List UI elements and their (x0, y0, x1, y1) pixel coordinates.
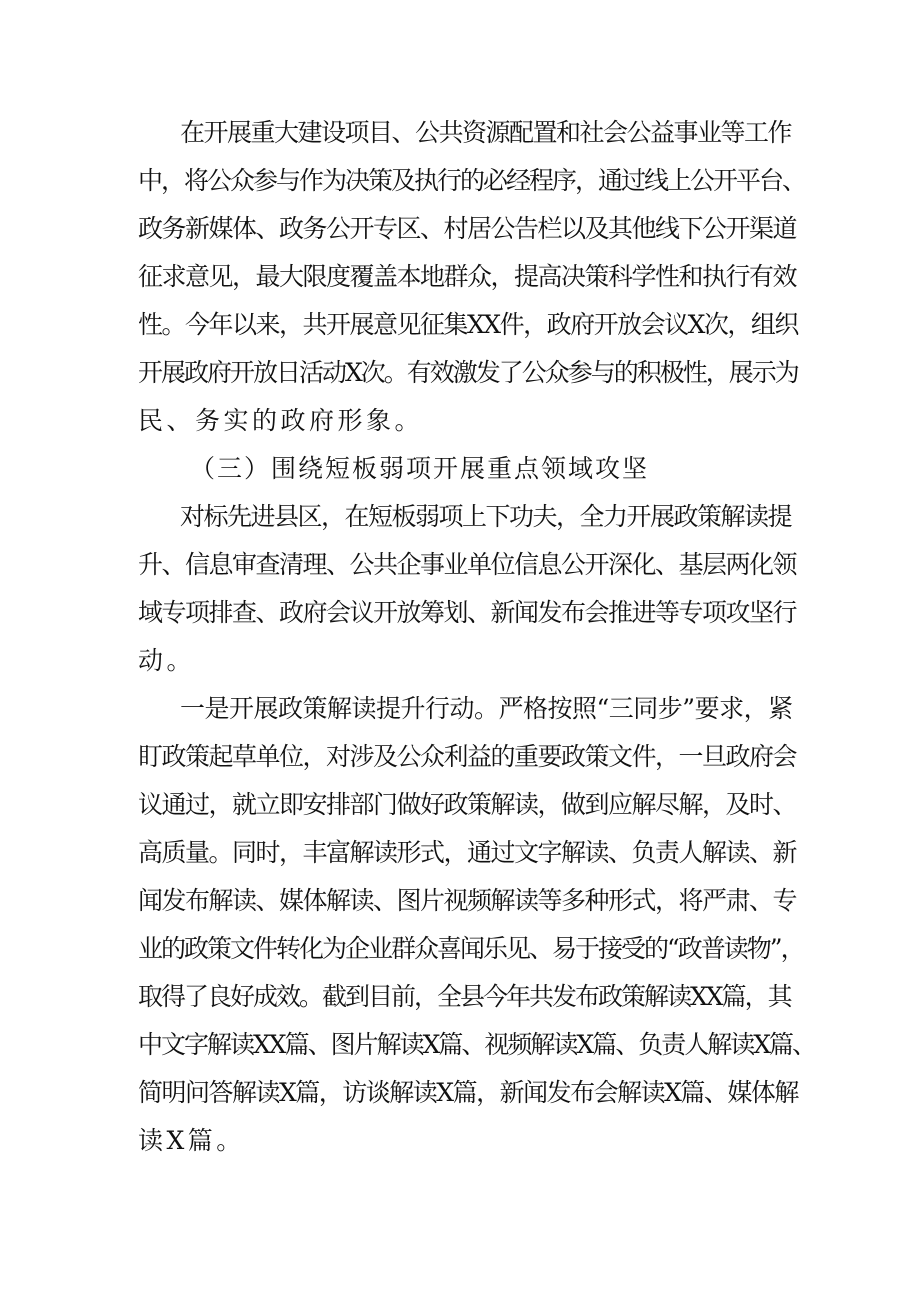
text-line: 闻发布解读、媒体解读、图片视频解读等多种形式，将严肃、专 (138, 886, 797, 915)
text-line: 征求意见，最大限度覆盖本地群众，提高决策科学性和执行有效 (138, 262, 797, 291)
text-line: 取得了良好成效。截到目前，全县今年共发布政策解读XX篇，其 (138, 982, 791, 1011)
text-line: 民、务实的政府形象。 (138, 406, 424, 435)
text-line: 一是开展政策解读提升行动。严格按照“三同步”要求，紧 (180, 694, 793, 723)
text-line: 政务新媒体、政务公开专区、村居公告栏以及其他线下公开渠道 (138, 214, 797, 243)
text-line: 域专项排查、政府会议开放筹划、新闻发布会推进等专项攻坚行 (138, 598, 797, 627)
text-line: 在开展重大建设项目、公共资源配置和社会公益事业等工作 (180, 118, 792, 147)
text-line: 开展政府开放日活动X次。有效激发了公众参与的积极性，展示为 (138, 358, 798, 387)
text-line: 升、信息审查清理、公共企事业单位信息公开深化、基层两化领 (138, 550, 797, 579)
text-line: 中，将公众参与作为决策及执行的必经程序，通过线上公开平台、 (138, 166, 806, 195)
text-line: 盯政策起草单位，对涉及公众利益的重要政策文件，一旦政府会 (138, 742, 797, 771)
section-heading: （三）围绕短板弱项开展重点领域攻坚 (190, 454, 650, 483)
text-line: 简明问答解读X篇，访谈解读X篇，新闻发布会解读X篇、媒体解 (138, 1078, 798, 1107)
text-line: 对标先进县区，在短板弱项上下功夫，全力开展政策解读提 (180, 502, 792, 531)
text-line: 动。 (138, 646, 196, 675)
text-line: 业的政策文件转化为企业群众喜闻乐见、易于接受的“政普读物”， (138, 934, 804, 963)
text-line: 读X篇。 (138, 1126, 245, 1155)
text-line: 性。今年以来，共开展意见征集XX件，政府开放会议X次，组织 (138, 310, 798, 339)
text-line: 议通过，就立即安排部门做好政策解读，做到应解尽解，及时、 (138, 790, 797, 819)
text-line: 高质量。同时，丰富解读形式，通过文字解读、负责人解读、新 (138, 838, 797, 867)
text-line: 中文字解读XX篇、图片解读X篇、视频解读X篇、负责人解读X篇、 (138, 1030, 815, 1059)
